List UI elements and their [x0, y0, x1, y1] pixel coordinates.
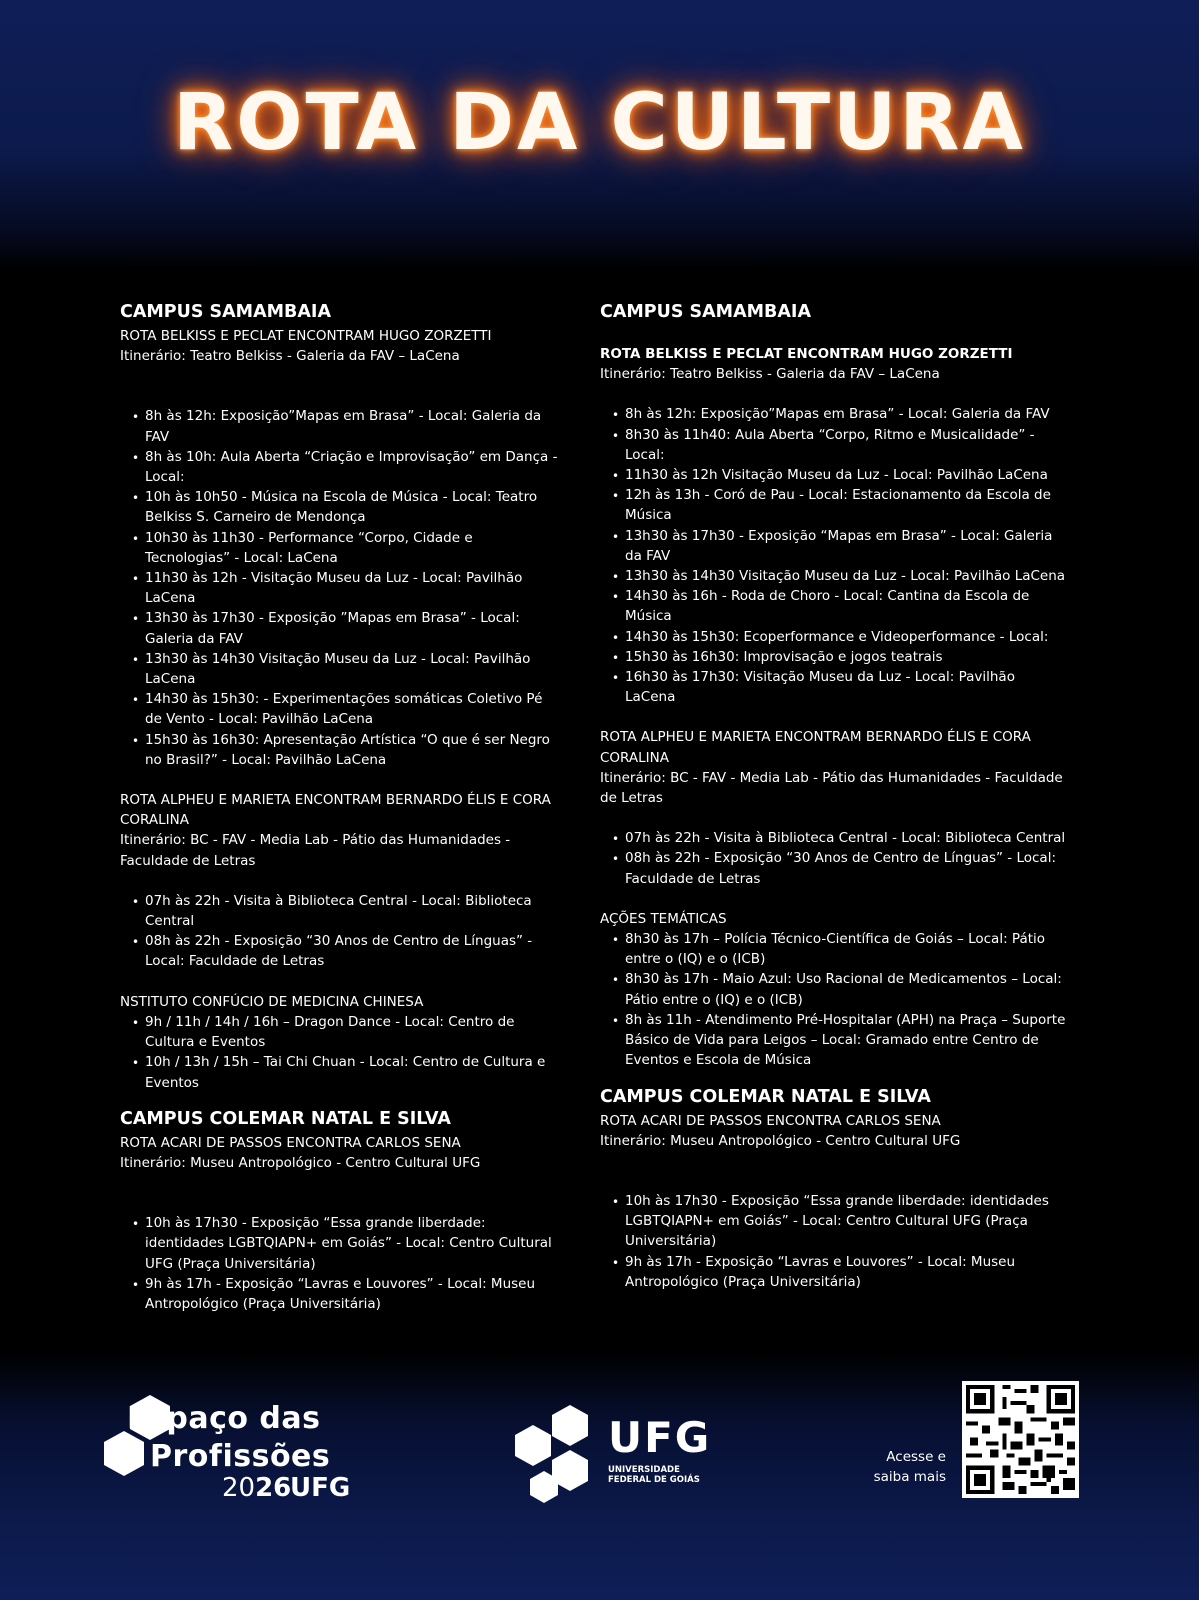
logo-ufg: UFG: [290, 1473, 351, 1503]
year-suffix: 26: [255, 1473, 292, 1503]
qr-caption-line: Acesse e: [886, 1449, 946, 1465]
route-title: ROTA ALPHEU E MARIETA ENCONTRAM BERNARDO ÉLIS E CORA CORALINA: [600, 729, 1031, 766]
route-title: ROTA BELKISS E PECLAT ENCONTRAM HUGO ZORZETTI: [120, 328, 492, 344]
list-item: • 16h30 às 17h30: Visitação Museu da Luz - Local: Pavilhão LaCena: [625, 667, 1068, 707]
qr-code-icon[interactable]: [962, 1381, 1079, 1498]
section-title: NSTITUTO CONFÚCIO DE MEDICINA CHINESA: [120, 993, 424, 1010]
list-item: • 8h às 10h: Aula Aberta “Criação e Improvisação” em Dança - Local:: [145, 447, 560, 487]
schedule-list: [600, 1191, 1068, 1292]
list-item: • 8h às 11h - Atendimento Pré-Hospitalar (APH) na Praça – Suporte Básico de Vida para Leigos – Local: Gramado entre Centro de Eventos e Escola de Música: [625, 1010, 1068, 1071]
list-item: • 14h30 às 15h30: Ecoperformance e Videoperformance - Local:: [625, 627, 1068, 647]
left-column: [120, 300, 560, 1314]
list-item: • 8h30 às 17h - Maio Azul: Uso Racional de Medicamentos – Local: Pátio entre o (IQ) e o (ICB): [625, 969, 1068, 1009]
campus-title: CAMPUS SAMAMBAIA: [600, 302, 811, 322]
list-item: • 9h / 11h / 14h / 16h – Dragon Dance - Local: Centro de Cultura e Eventos: [145, 1012, 560, 1052]
header-banner: [0, 0, 1199, 270]
ufg-logo: [510, 1405, 710, 1505]
campus-title: CAMPUS COLEMAR NATAL E SILVA: [600, 1086, 931, 1107]
route-title: ROTA ALPHEU E MARIETA ENCONTRAM BERNARDO ÉLIS E CORA CORALINA: [120, 792, 551, 829]
itinerary: Itinerário: Teatro Belkiss - Galeria da FAV – LaCena: [120, 348, 460, 365]
list-item: • 13h30 às 14h30 Visitação Museu da Luz - Local: Pavilhão LaCena: [625, 566, 1068, 586]
logo-line-1: Espaço das: [127, 1401, 321, 1436]
logo-line-2: Profissões: [150, 1439, 331, 1474]
ufg-subtitle-line: FEDERAL DE GOIÁS: [608, 1475, 700, 1485]
list-item: • 13h30 às 17h30 - Exposição “Mapas em Brasa” - Local: Galeria da FAV: [625, 526, 1068, 566]
schedule-list: [600, 929, 1068, 1070]
list-item: • 08h às 22h - Exposição “30 Anos de Centro de Línguas” - Local: Faculdade de Letras: [145, 931, 560, 971]
list-item: • 14h30 às 16h - Roda de Choro - Local: Cantina da Escola de Música: [625, 586, 1068, 626]
schedule-list: [120, 406, 560, 770]
ufg-name: UFG: [608, 1413, 712, 1462]
route-title: ROTA ACARI DE PASSOS ENCONTRA CARLOS SENA: [120, 1134, 461, 1151]
right-column: [600, 300, 1068, 1292]
logo-year: [222, 1473, 291, 1503]
list-item: • 15h30 às 16h30: Improvisação e jogos teatrais: [625, 647, 1068, 667]
list-item: • 10h / 13h / 15h – Tai Chi Chuan - Local: Centro de Cultura e Eventos: [145, 1052, 560, 1092]
list-item: • 8h30 às 17h – Polícia Técnico-Científica de Goiás – Local: Pátio entre o (IQ) e o (ICB): [625, 929, 1068, 969]
ufg-subtitle: [608, 1465, 700, 1485]
list-item: • 08h às 22h - Exposição “30 Anos de Centro de Línguas” - Local: Faculdade de Letras: [625, 848, 1068, 888]
ufg-subtitle-line: UNIVERSIDADE: [608, 1465, 680, 1475]
campus-title: CAMPUS SAMAMBAIA: [120, 302, 331, 322]
page-title: ROTA DA CULTURA: [173, 78, 1026, 168]
list-item: • 9h às 17h - Exposição “Lavras e Louvores” - Local: Museu Antropológico (Praça Universitária): [145, 1274, 560, 1314]
list-item: • 07h às 22h - Visita à Biblioteca Central - Local: Biblioteca Central: [145, 891, 560, 931]
list-item: • 13h30 às 17h30 - Exposição ”Mapas em Brasa” - Local: Galeria da FAV: [145, 608, 560, 648]
qr-caption: [856, 1447, 946, 1487]
itinerary: Itinerário: Museu Antropológico - Centro Cultural UFG: [600, 1132, 961, 1149]
list-item: • 11h30 às 12h - Visitação Museu da Luz - Local: Pavilhão LaCena: [145, 568, 560, 608]
list-item: • 8h às 12h: Exposição”Mapas em Brasa” - Local: Galeria da FAV: [145, 406, 560, 446]
qr-code-graphic: [962, 1381, 1079, 1498]
content-area: [0, 270, 1199, 1352]
itinerary: Itinerário: BC - FAV - Media Lab - Pátio das Humanidades - Faculdade de Letras: [600, 769, 1063, 807]
schedule-list: [600, 828, 1068, 889]
list-item: • 10h às 17h30 - Exposição “Essa grande liberdade: identidades LGBTQIAPN+ em Goiás” - Local: Centro Cultural UFG (Praça Universitária): [625, 1191, 1068, 1252]
list-item: • 9h às 17h - Exposição “Lavras e Louvores” - Local: Museu Antropológico (Praça Universitária): [625, 1252, 1068, 1292]
list-item: • 11h30 às 12h Visitação Museu da Luz - Local: Pavilhão LaCena: [625, 465, 1068, 485]
section-title: AÇÕES TEMÁTICAS: [600, 910, 727, 927]
list-item: • 10h às 10h50 - Música na Escola de Música - Local: Teatro Belkiss S. Carneiro de Mendonça: [145, 487, 560, 527]
schedule-list: [120, 1213, 560, 1314]
route-title: ROTA ACARI DE PASSOS ENCONTRA CARLOS SENA: [600, 1112, 941, 1129]
schedule-list: [600, 404, 1068, 707]
list-item: • 13h30 às 14h30 Visitação Museu da Luz - Local: Pavilhão LaCena: [145, 649, 560, 689]
list-item: • 10h às 17h30 - Exposição “Essa grande liberdade: identidades LGBTQIAPN+ em Goiás” - Local: Centro Cultural UFG (Praça Universitária): [145, 1213, 560, 1274]
list-item: • 15h30 às 16h30: Apresentação Artística “O que é ser Negro no Brasil?” - Local: Pavilhão LaCena: [145, 730, 560, 770]
list-item: • 12h às 13h - Coró de Pau - Local: Estacionamento da Escola de Música: [625, 485, 1068, 525]
hexagon-cluster-icon: [510, 1405, 600, 1505]
route-title: ROTA BELKISS E PECLAT ENCONTRAM HUGO ZORZETTI: [600, 346, 1013, 362]
list-item: • 10h30 às 11h30 - Performance “Corpo, Cidade e Tecnologias” - Local: LaCena: [145, 528, 560, 568]
list-item: • 14h30 às 15h30: - Experimentações somáticas Coletivo Pé de Vento - Local: Pavilhão LaCena: [145, 689, 560, 729]
year-prefix: 20: [222, 1473, 256, 1503]
qr-caption-line: saiba mais: [873, 1469, 946, 1485]
itinerary: Itinerário: BC - FAV - Media Lab - Pátio das Humanidades - Faculdade de Letras: [120, 832, 511, 869]
itinerary: Itinerário: Museu Antropológico - Centro Cultural UFG: [120, 1154, 481, 1171]
schedule-list: [120, 1012, 560, 1093]
list-item: • 8h30 às 11h40: Aula Aberta “Corpo, Ritmo e Musicalidade” - Local:: [625, 425, 1068, 465]
espaco-profissoes-logo: [102, 1395, 362, 1505]
campus-title: CAMPUS COLEMAR NATAL E SILVA: [120, 1108, 451, 1129]
schedule-list: [120, 891, 560, 972]
itinerary: Itinerário: Teatro Belkiss - Galeria da FAV – LaCena: [600, 366, 940, 383]
list-item: • 07h às 22h - Visita à Biblioteca Central - Local: Biblioteca Central: [625, 828, 1068, 848]
list-item: • 8h às 12h: Exposição”Mapas em Brasa” - Local: Galeria da FAV: [625, 404, 1068, 424]
